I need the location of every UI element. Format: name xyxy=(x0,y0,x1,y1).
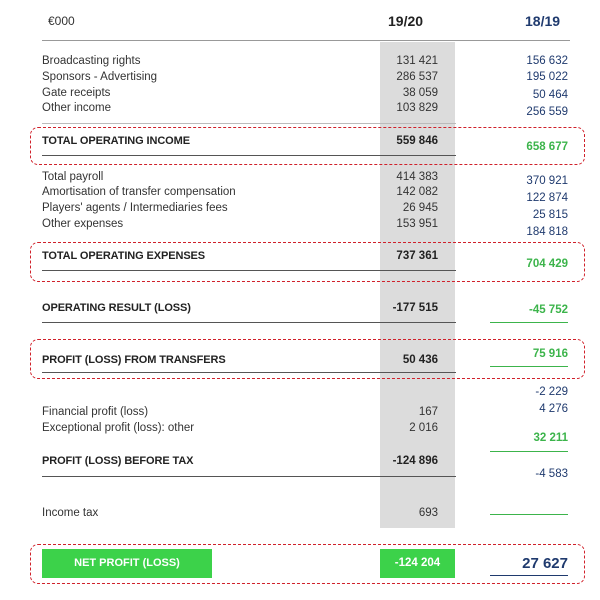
profit-before-tax-previous: -4 583 xyxy=(535,468,568,480)
income-tax-current: 693 xyxy=(418,507,438,519)
expense-item-current: 142 082 xyxy=(396,186,438,198)
expense-item-previous: 25 815 xyxy=(532,209,568,221)
expense-item-label: Players' agents / Intermediaries fees xyxy=(42,202,228,214)
net-profit-current-box xyxy=(380,549,455,578)
divider-previous xyxy=(490,575,568,576)
revenue-item-label: Other income xyxy=(42,102,112,114)
operating-result-label: OPERATING RESULT (LOSS) xyxy=(42,302,191,314)
expense-item-label: Total payroll xyxy=(42,171,104,183)
revenue-item-current: 38 059 xyxy=(402,87,438,99)
expense-item-label: Other expenses xyxy=(42,218,124,230)
total-operating-expenses-previous: 704 429 xyxy=(526,258,568,270)
total-operating-expenses-current: 737 361 xyxy=(396,250,438,262)
column-header-previous: 18/19 xyxy=(525,13,561,29)
profit-before-tax-current: -124 896 xyxy=(392,455,438,467)
revenue-item-previous: 195 022 xyxy=(526,71,568,83)
income-tax-label: Income tax xyxy=(42,507,99,519)
profit-before-tax-label: PROFIT (LOSS) BEFORE TAX xyxy=(42,455,194,467)
operating-result-previous: -45 752 xyxy=(528,304,568,316)
revenue-item-label: Gate receipts xyxy=(42,87,111,99)
profit-from-transfers-previous: 75 916 xyxy=(532,348,568,360)
revenue-item-previous: 256 559 xyxy=(526,106,568,118)
extra-previous-value: -2 229 xyxy=(535,386,568,398)
header-divider xyxy=(42,40,570,41)
revenue-item-previous: 50 464 xyxy=(532,89,568,101)
divider-previous xyxy=(490,366,568,367)
divider xyxy=(42,270,456,271)
divider xyxy=(42,123,456,124)
column-header-current: 19/20 xyxy=(388,13,424,29)
expense-item-current: 414 383 xyxy=(396,171,438,183)
total-operating-income-current: 559 846 xyxy=(396,135,438,147)
profit-from-transfers-current: 50 436 xyxy=(402,354,438,366)
revenue-item-previous: 156 632 xyxy=(526,55,568,67)
extra-previous-value: 4 276 xyxy=(539,403,568,415)
net-profit-label-box xyxy=(42,549,212,578)
net-profit-current: -124 204 xyxy=(394,557,441,569)
net-profit-previous: 27 627 xyxy=(522,555,568,572)
expense-item-label: Amortisation of transfer compensation xyxy=(42,186,236,198)
total-operating-income-previous: 658 677 xyxy=(526,141,568,153)
expense-item-current: 26 945 xyxy=(402,202,438,214)
divider-previous xyxy=(490,322,568,323)
divider-previous xyxy=(490,451,568,452)
divider xyxy=(42,372,456,373)
expense-item-previous: 122 874 xyxy=(526,192,568,204)
financial-profit-label: Financial profit (loss) xyxy=(42,406,149,418)
financial-profit-current: 167 xyxy=(418,406,438,418)
total-operating-income-label: TOTAL OPERATING INCOME xyxy=(42,135,190,147)
exceptional-profit-previous: 32 211 xyxy=(533,432,568,444)
revenue-item-label: Sponsors - Advertising xyxy=(42,71,158,83)
exceptional-profit-current: 2 016 xyxy=(409,422,438,434)
expense-item-current: 153 951 xyxy=(396,218,438,230)
unit-label: €000 xyxy=(48,14,75,28)
divider xyxy=(42,476,456,477)
revenue-item-current: 131 421 xyxy=(396,55,438,67)
revenue-item-label: Broadcasting rights xyxy=(42,55,141,67)
exceptional-profit-label: Exceptional profit (loss): other xyxy=(42,422,195,434)
divider xyxy=(42,155,456,156)
revenue-item-current: 286 537 xyxy=(396,71,438,83)
net-profit-label: NET PROFIT (LOSS) xyxy=(74,557,180,569)
total-operating-expenses-label: TOTAL OPERATING EXPENSES xyxy=(42,250,206,262)
profit-from-transfers-label: PROFIT (LOSS) FROM TRANSFERS xyxy=(42,354,226,366)
divider xyxy=(42,322,456,323)
revenue-item-current: 103 829 xyxy=(396,102,438,114)
operating-result-current: -177 515 xyxy=(392,302,438,314)
expense-item-previous: 184 818 xyxy=(526,226,568,238)
expense-item-previous: 370 921 xyxy=(526,175,568,187)
divider-previous xyxy=(490,514,568,515)
